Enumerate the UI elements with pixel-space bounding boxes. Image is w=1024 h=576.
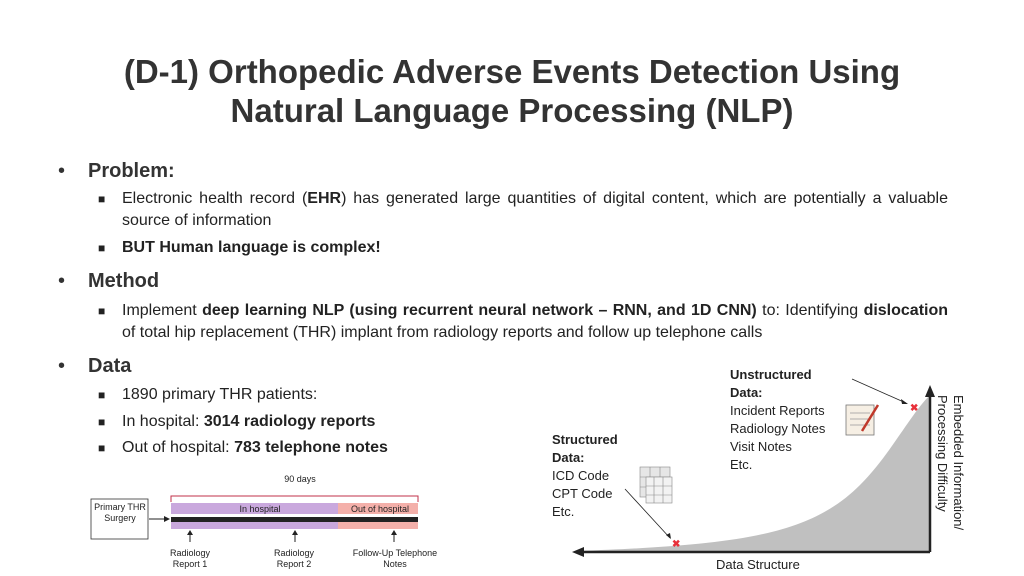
slide-title	[60, 52, 964, 130]
radiology-report-1-label: Radiology Report 1	[169, 548, 211, 569]
problem-heading: • Problem:	[58, 160, 175, 182]
method-b1-post: of total hip replacement (THR) implant from radiology reports and follow up telephone calls	[122, 324, 763, 341]
structured-marker: ✖	[672, 539, 681, 550]
out-hospital-bar-low	[338, 522, 418, 529]
method-bullet-1: ■ Implement deep learning NLP (using recurrent neural network – RNN, and 1D CNN) to: Identifying dislocation of total hip replacement (THR) implant from radiology reports and follow up telephone calls	[98, 302, 949, 341]
structured-item: ICD Code	[552, 468, 610, 483]
primary-surgery-label: Primary THR Surgery	[94, 502, 146, 523]
data-b2-bold: 3014 radiology reports	[203, 413, 376, 430]
unstructured-item: Incident Reports	[730, 403, 825, 418]
x-axis-arrowhead	[572, 547, 584, 557]
notepad-icon	[846, 405, 878, 435]
unstructured-marker: ✖	[910, 403, 919, 414]
unstructured-item: Etc.	[730, 457, 753, 472]
primary-arrowhead	[164, 516, 170, 522]
data-b3-bold: 783 telephone notes	[234, 439, 388, 456]
x-axis-label: Data Structure	[716, 557, 800, 572]
unstructured-title	[730, 366, 840, 402]
method-b1-bold2: dislocation	[863, 302, 949, 319]
data-bullet-3: ■ Out of hospital: 783 telephone notes	[98, 439, 388, 456]
method-b1-pre: Implement	[122, 302, 203, 319]
out-hospital-label: Out of hospital	[350, 504, 410, 514]
method-b1-bold1: deep learning NLP (using recurrent neural network – RNN, and 1D CNN)	[202, 302, 757, 319]
follow-up-label: Follow-Up Telephone Notes	[352, 548, 438, 569]
in-hospital-label: In hospital	[239, 504, 281, 514]
title-line-2: Natural Language Processing (NLP)	[230, 92, 794, 129]
problem-b1-bold: EHR	[307, 190, 342, 207]
data-b3-pre: Out of hospital:	[122, 439, 235, 456]
data-heading-text: Data	[88, 355, 132, 377]
problem-bullet-2: ■ BUT Human language is complex!	[98, 237, 948, 259]
report-arrows	[187, 530, 397, 542]
y-axis-label	[935, 395, 966, 531]
structured-title-text: Structured Data:	[552, 432, 618, 465]
timeline-days-label: 90 days	[284, 474, 316, 484]
structured-items	[552, 467, 612, 521]
data-heading: • Data	[58, 355, 132, 377]
days-bracket	[171, 496, 418, 502]
radiology-report-2-label: Radiology Report 2	[273, 548, 315, 569]
unstructured-items	[730, 402, 825, 474]
problem-b1-post: ) has generated large quantities of digital content, which are potentially a valuable source of information	[122, 190, 948, 229]
problem-heading-text: Problem:	[88, 160, 175, 182]
method-b1-mid: to: Identifying	[756, 302, 864, 319]
data-b2-pre: In hospital:	[122, 413, 204, 430]
data-bullet-2: ■ In hospital: 3014 radiology reports	[98, 413, 376, 430]
method-heading: • Method	[58, 270, 160, 292]
unstructured-item: Radiology Notes	[730, 421, 826, 436]
structured-item: Etc.	[552, 504, 575, 519]
unstructured-leader	[852, 379, 906, 403]
method-heading-text: Method	[88, 270, 160, 292]
structured-item: CPT Code	[552, 486, 613, 501]
table-icon	[640, 467, 672, 503]
y-axis-arrowhead	[925, 385, 935, 397]
in-hospital-bar-low	[171, 522, 338, 529]
data-b1: 1890 primary THR patients:	[122, 386, 318, 403]
timeline-line	[171, 517, 418, 522]
problem-bullet-1: ■ Electronic health record (EHR) has generated large quantities of digital content, which are potentially a valuable source of information	[98, 190, 948, 229]
unstructured-item: Visit Notes	[730, 439, 792, 454]
y-axis-label-line-2: Processing Difficulty	[935, 395, 950, 512]
unstructured-title-text: Unstructured Data:	[730, 367, 812, 400]
problem-b1-pre: Electronic health record (	[122, 190, 308, 207]
structured-title	[552, 431, 640, 467]
data-bullet-1: ■ 1890 primary THR patients:	[98, 384, 317, 406]
problem-b2: BUT Human language is complex!	[122, 239, 381, 256]
title-line-1: (D-1) Orthopedic Adverse Events Detection Using	[123, 53, 901, 90]
y-axis-label-line-1: Embedded Information/	[951, 395, 966, 531]
